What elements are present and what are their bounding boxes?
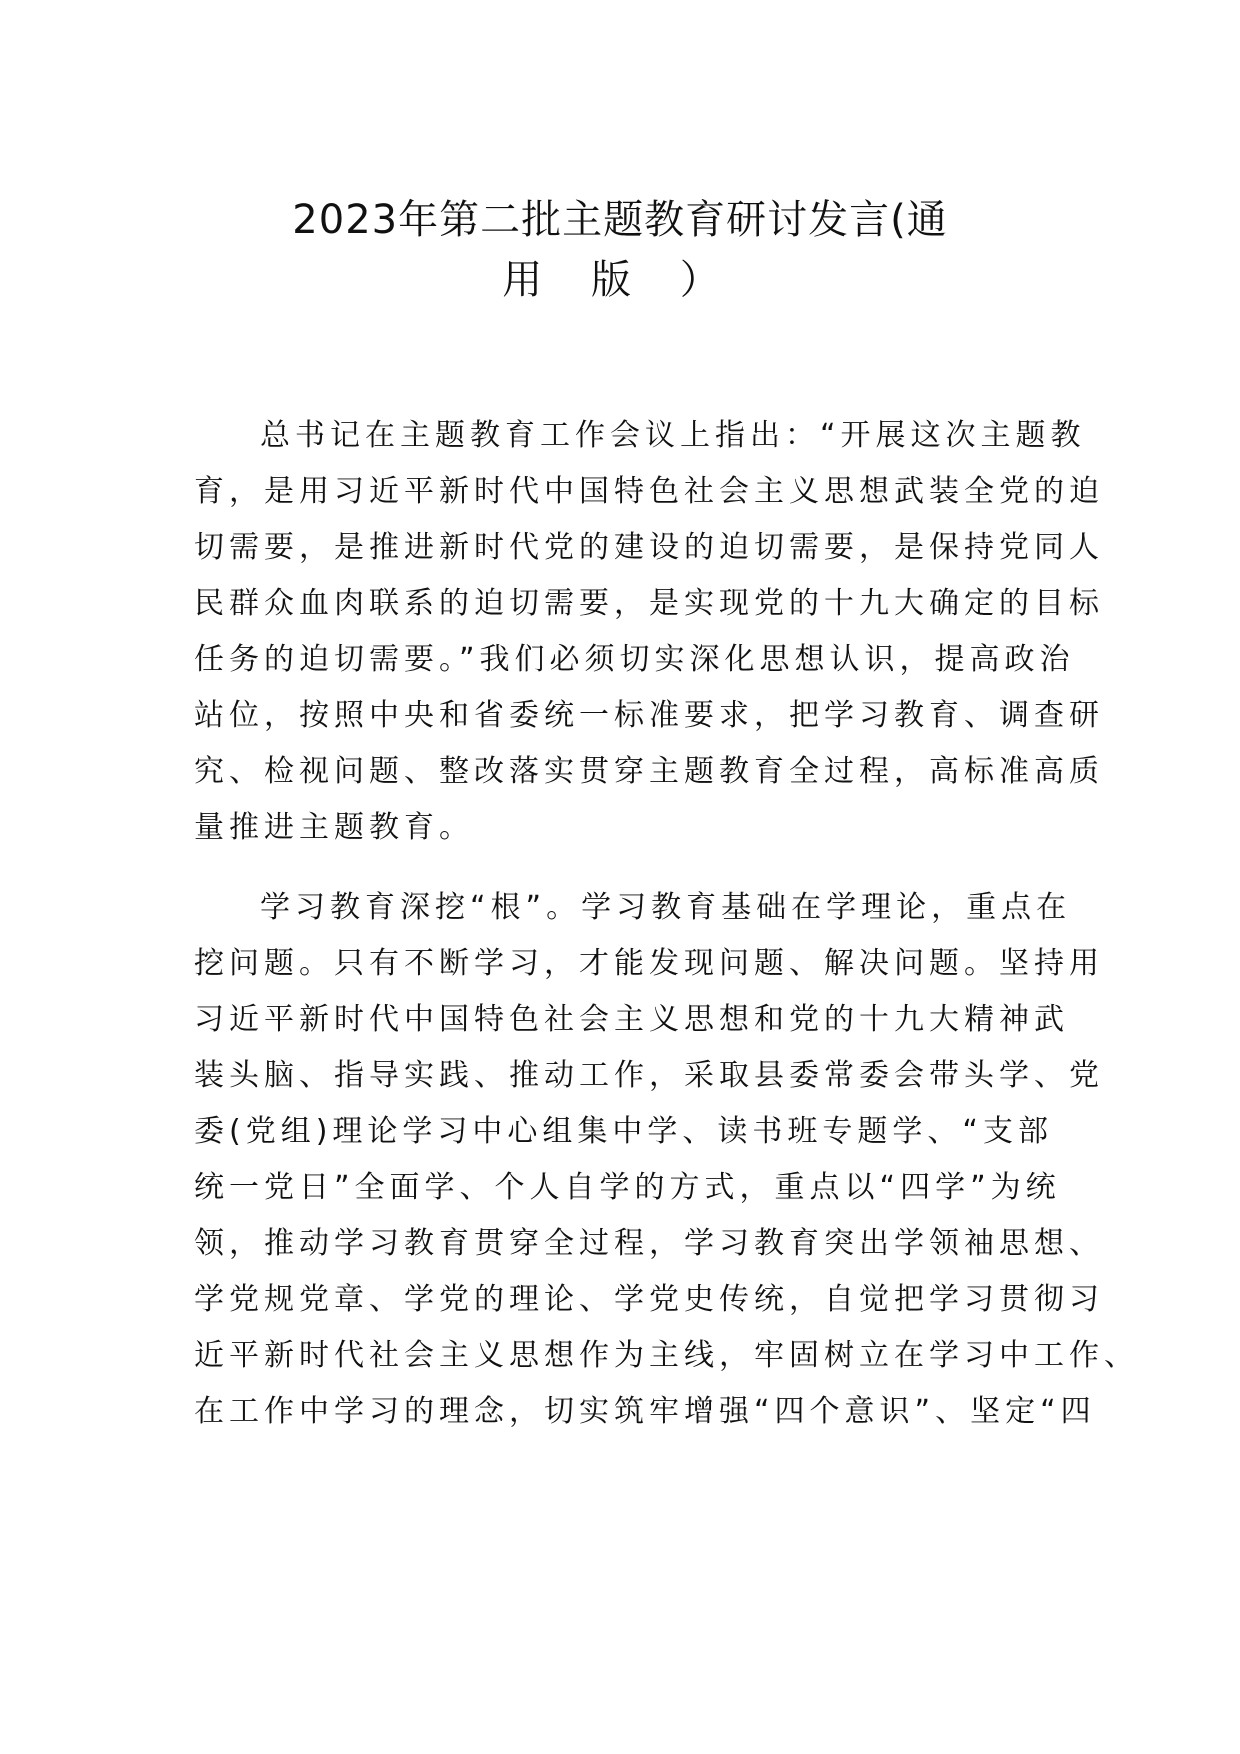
paragraph-line: 育，是用习近平新时代中国特色社会主义思想武装全党的迫 bbox=[194, 474, 1104, 509]
paragraph-line: 总书记在主题教育工作会议上指出：“开展这次主题教 bbox=[260, 418, 1086, 453]
paragraph-line: 学党规党章、学党的理论、学党史传统，自觉把学习贯彻习 bbox=[194, 1282, 1104, 1317]
paragraph-line: 装头脑、指导实践、推动工作，采取县委常委会带头学、党 bbox=[194, 1058, 1104, 1093]
title-line-2: 用 版 ） bbox=[502, 257, 738, 303]
paragraph-line: 习近平新时代中国特色社会主义思想和党的十九大精神武 bbox=[194, 1002, 1069, 1037]
paragraph-1 bbox=[194, 408, 1104, 856]
paragraph-line: 切需要，是推进新时代党的建设的迫切需要，是保持党同人 bbox=[194, 530, 1104, 565]
paragraph-line: 领，推动学习教育贯穿全过程，学习教育突出学领袖思想、 bbox=[194, 1226, 1104, 1261]
document-title bbox=[0, 190, 1240, 310]
paragraph-line: 究、检视问题、整改落实贯穿主题教育全过程，高标准高质 bbox=[194, 754, 1104, 789]
paragraph-line: 任务的迫切需要。”我们必须切实深化思想认识，提高政治 bbox=[194, 642, 1075, 677]
paragraph-line: 在工作中学习的理念，切实筑牢增强“四个意识”、坚定“四 bbox=[194, 1394, 1096, 1429]
paragraph-line: 学习教育深挖“根”。学习教育基础在学理论，重点在 bbox=[260, 890, 1072, 925]
paragraph-line: 统一党日”全面学、个人自学的方式，重点以“四学”为统 bbox=[194, 1170, 1061, 1205]
paragraph-line: 近平新时代社会主义思想作为主线，牢固树立在学习中工作、 bbox=[194, 1338, 1139, 1373]
paragraph-line: 站位，按照中央和省委统一标准要求，把学习教育、调查研 bbox=[194, 698, 1104, 733]
paragraph-line: 委(党组)理论学习中心组集中学、读书班专题学、“支部 bbox=[194, 1114, 1053, 1149]
document-body bbox=[194, 408, 1139, 1464]
paragraph-line: 量推进主题教育。 bbox=[194, 810, 474, 845]
paragraph-line: 挖问题。只有不断学习，才能发现问题、解决问题。坚持用 bbox=[194, 946, 1104, 981]
paragraph-line: 民群众血肉联系的迫切需要，是实现党的十九大确定的目标 bbox=[194, 586, 1104, 621]
title-line-1: 2023年第二批主题教育研讨发言(通 bbox=[292, 197, 948, 243]
paragraph-2 bbox=[194, 880, 1139, 1440]
